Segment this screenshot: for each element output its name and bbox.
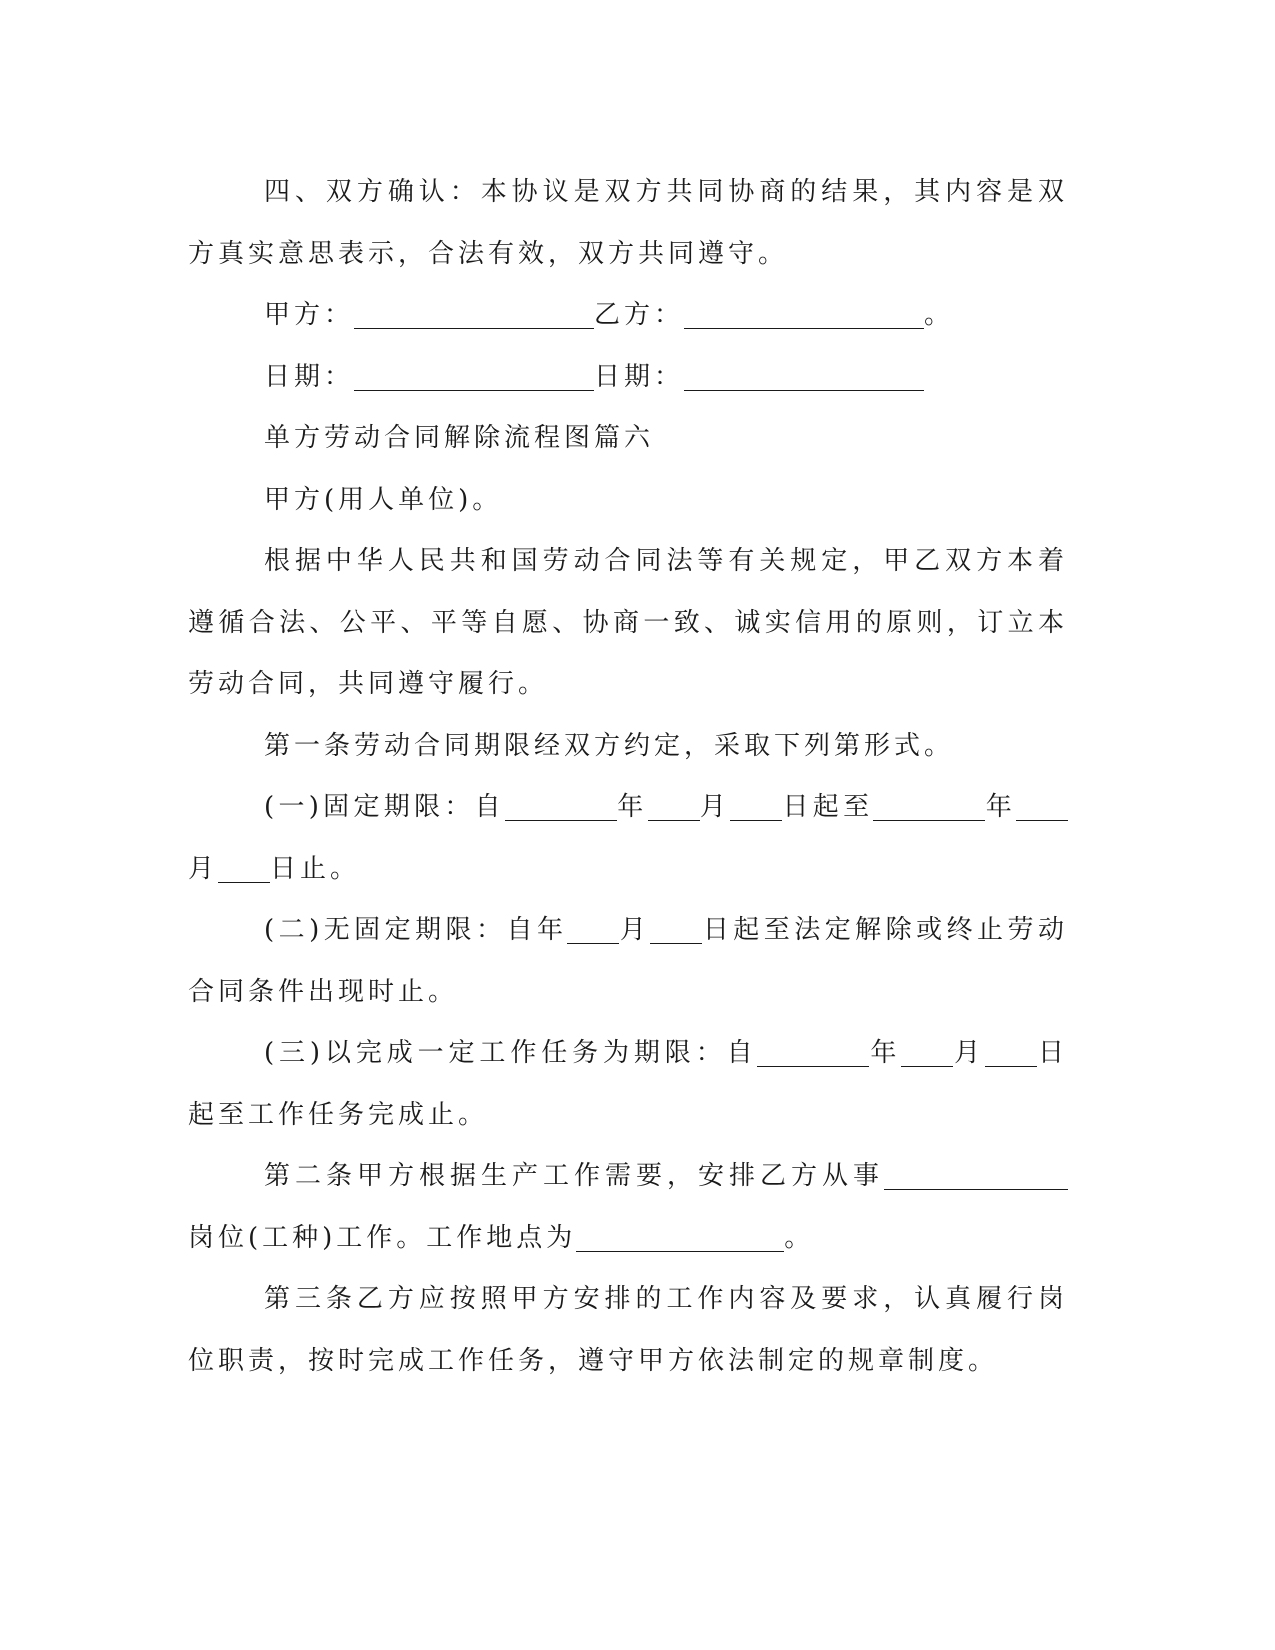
party-b-signature-label: 乙方： — [594, 300, 685, 330]
month-label: 月 — [953, 1038, 986, 1068]
open-start-day-blank[interactable] — [650, 913, 702, 944]
signature-line-end: 。 — [924, 300, 955, 330]
party-a-date-blank[interactable] — [354, 360, 594, 391]
term-open-ended — [188, 900, 1068, 1023]
fixed-start-month-blank[interactable] — [648, 790, 700, 821]
fixed-end-month-blank[interactable] — [1016, 790, 1068, 821]
year-label: 年 — [869, 1038, 902, 1068]
month-label: 月 — [188, 853, 219, 884]
term-fixed-text-start: (一)固定期限：自 — [264, 792, 505, 822]
task-start-year-blank[interactable] — [757, 1036, 869, 1067]
paragraph-intro: 根据中华人民共和国劳动合同法等有关规定，甲乙双方本着遵循合法、公平、平等自愿、协商一致、诚实信用的原则，订立本劳动合同，共同遵守履行。 — [188, 546, 1068, 699]
article-3: 第三条乙方应按照甲方安排的工作内容及要求，认真履行岗位职责，按时完成工作任务，遵守甲方依法制定的规章制度。 — [188, 1284, 1068, 1376]
term-task-text-start: (三)以完成一定工作任务为期限：自 — [264, 1038, 758, 1068]
fixed-start-day-blank[interactable] — [730, 790, 782, 821]
fixed-end-year-blank[interactable] — [873, 790, 985, 821]
year-label: 年 — [985, 792, 1016, 822]
section-heading: 单方劳动合同解除流程图篇六 — [264, 423, 655, 453]
term-open-text-end: 日起至法定解除或终止劳动合同条件出现时止。 — [188, 915, 1068, 1007]
day-end-label: 日止。 — [270, 853, 361, 884]
document-body — [188, 162, 1068, 1392]
fixed-end-day-blank[interactable] — [218, 852, 270, 883]
party-a-line: 甲方(用人单位)。 — [264, 484, 503, 515]
month-label: 月 — [619, 915, 651, 945]
term-open-text-start: (二)无固定期限：自年 — [264, 915, 568, 945]
article-1: 第一条劳动合同期限经双方约定，采取下列第形式。 — [264, 730, 955, 761]
party-a-signature-blank[interactable] — [354, 298, 594, 329]
work-location-blank[interactable] — [576, 1221, 784, 1252]
paragraph-mutual-confirmation: 四、双方确认：本协议是双方共同协商的结果，其内容是双方真实意思表示，合法有效，双方共同遵守。 — [188, 177, 1068, 269]
party-b-date-blank[interactable] — [684, 360, 924, 391]
party-a-date-label: 日期： — [264, 361, 355, 392]
article-2-text-end: 。 — [784, 1222, 815, 1253]
month-label: 月 — [699, 792, 731, 822]
article-2-text-middle: 岗位(工种)工作。工作地点为 — [188, 1222, 577, 1253]
fixed-start-year-blank[interactable] — [505, 790, 617, 821]
party-a-signature-label: 甲方： — [264, 300, 355, 330]
date-line — [188, 347, 1068, 409]
signature-line — [188, 285, 1068, 347]
task-start-month-blank[interactable] — [901, 1036, 953, 1067]
article-2-text-start: 第二条甲方根据生产工作需要，安排乙方从事 — [264, 1161, 884, 1191]
term-fixed — [188, 777, 1068, 900]
term-task-text-end: 日起至工作任务完成止。 — [188, 1038, 1068, 1130]
party-b-signature-blank[interactable] — [684, 298, 924, 329]
party-b-date-label: 日期： — [594, 361, 685, 392]
day-to-label: 日起至 — [782, 792, 874, 822]
article-2 — [188, 1146, 1068, 1269]
term-task-based — [188, 1023, 1068, 1146]
open-start-month-blank[interactable] — [567, 913, 619, 944]
year-label: 年 — [616, 792, 648, 822]
job-position-blank[interactable] — [884, 1159, 1068, 1190]
task-start-day-blank[interactable] — [985, 1036, 1037, 1067]
